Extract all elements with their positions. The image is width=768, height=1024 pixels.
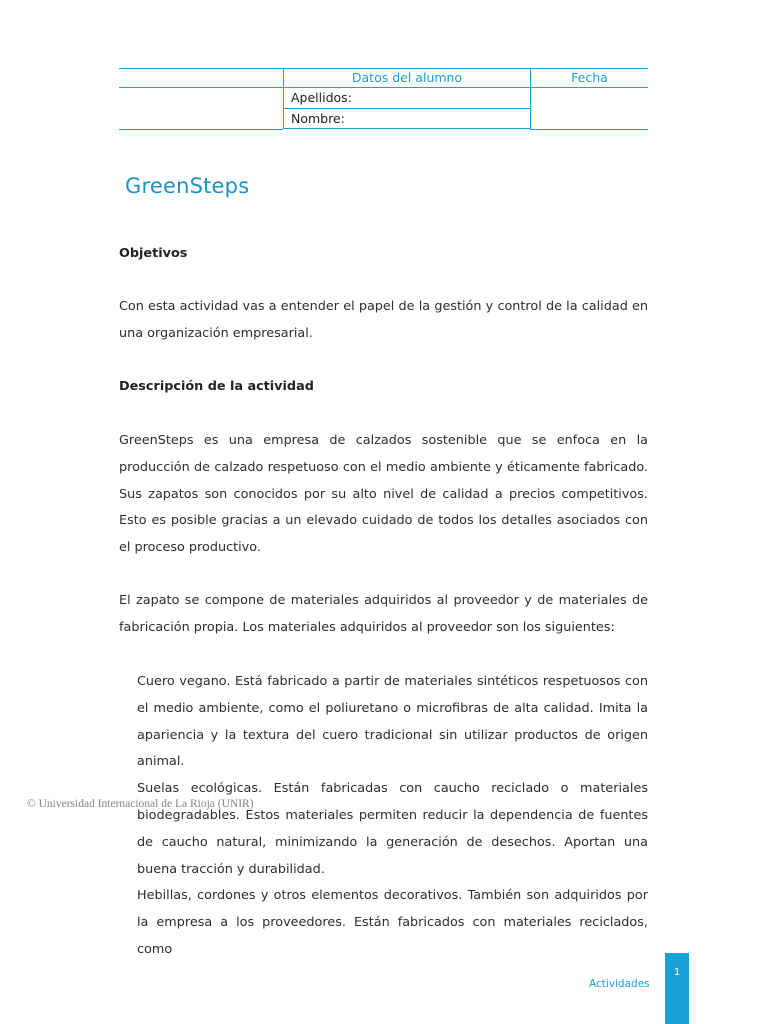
surnames-label: Apellidos:: [291, 90, 352, 105]
objectives-heading: Objetivos: [119, 246, 188, 261]
list-item-text: Suelas ecológicas. Están fabricadas con caucho reciclado o materiales biodegradables. Estos materiales permiten reducir la dependencia de fuentes de caucho natural, minimizando la generación de desechos. Aportan una buena tracción y durabilidad.: [137, 781, 648, 877]
table-bottom-border-left: [119, 129, 283, 130]
table-header-bottom-border: [119, 87, 648, 88]
objectives-paragraph: Con esta actividad vas a entender el papel de la gestión y control de la calidad en una organización empresarial.: [119, 299, 648, 341]
document-title: GreenSteps: [125, 174, 250, 198]
list-item: [119, 669, 648, 776]
list-item: [119, 776, 648, 883]
table-bottom-border-right: [530, 129, 648, 130]
page-number-tab: [665, 953, 689, 1024]
list-item: [119, 883, 648, 963]
name-label: Nombre:: [291, 111, 345, 126]
table-inner-row-border: [283, 108, 530, 109]
page-number: 1: [673, 967, 681, 978]
materials-list: [119, 669, 648, 964]
table-bottom-border-mid: [283, 128, 530, 129]
copyright-watermark: © Universidad Internacional de La Rioja (UNIR): [27, 798, 254, 810]
footer-section-label: Actividades: [589, 978, 650, 990]
description-paragraph-2: El zapato se compone de materiales adquiridos al proveedor y de materiales de fabricación propia. Los materiales adquiridos al proveedor son los siguientes:: [119, 593, 648, 635]
description-heading: Descripción de la actividad: [119, 379, 314, 394]
student-data-header: Datos del alumno: [351, 70, 463, 85]
date-header: Fecha: [571, 70, 608, 85]
description-paragraph-1: GreenSteps es una empresa de calzados sostenible que se enfoca en la producción de calzado respetuoso con el medio ambiente y éticamente fabricado. Sus zapatos son conocidos por su alto nivel de calidad a precios competitivos. Esto es posible gracias a un elevado cuidado de todos los detalles asociados con el proceso productivo.: [119, 433, 648, 556]
list-item-text: Cuero vegano. Está fabricado a partir de materiales sintéticos respetuosos con el medio ambiente, como el poliuretano o microfibras de alta calidad. Imita la apariencia y la textura del cuero tradicional sin utilizar productos de origen animal.: [137, 674, 648, 770]
list-item-text: Hebillas, cordones y otros elementos decorativos. También son adquiridos por la empresa a los proveedores. Están fabricados con materiales reciclados, como: [137, 888, 648, 957]
student-data-table: [119, 68, 648, 130]
